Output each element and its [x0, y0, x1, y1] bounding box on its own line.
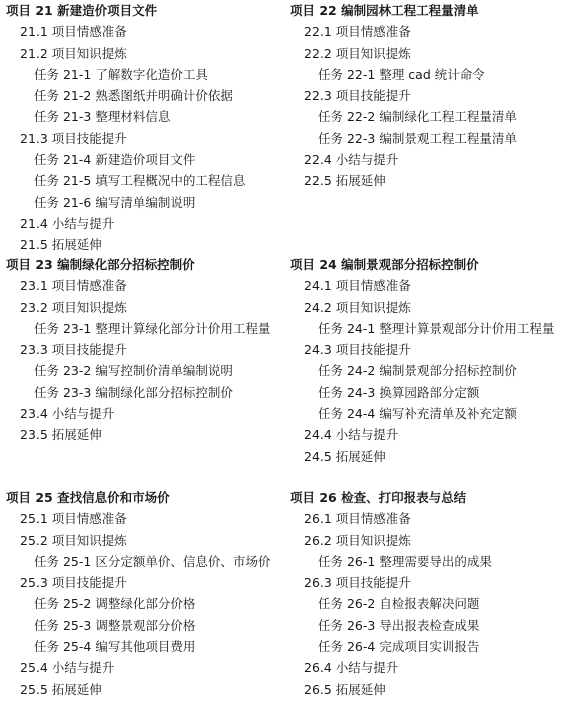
section-entry: 26.1 项目情感准备	[304, 511, 411, 527]
section-entry: 22.4 小结与提升	[304, 152, 399, 168]
task-entry: 任务 25-1 区分定额单价、信息价、市场价	[34, 553, 271, 569]
section-entry: 24.3 项目技能提升	[304, 342, 411, 358]
task-entry: 任务 21-2 熟悉图纸并明确计价依据	[34, 88, 233, 104]
section-entry: 22.2 项目知识提炼	[304, 45, 411, 61]
task-entry: 任务 21-3 整理材料信息	[34, 109, 171, 125]
task-entry: 任务 25-3 调整景观部分价格	[34, 617, 196, 633]
section-entry: 21.1 项目情感准备	[20, 24, 127, 40]
task-entry: 任务 21-6 编写清单编制说明	[34, 194, 196, 210]
section-entry: 24.5 拓展延伸	[304, 448, 386, 464]
section-entry: 22.3 项目技能提升	[304, 88, 411, 104]
project-26-block	[290, 487, 562, 700]
section-entry: 22.1 项目情感准备	[304, 24, 411, 40]
task-entry: 任务 24-4 编写补充清单及补充定额	[318, 406, 517, 422]
section-entry: 21.5 拓展延伸	[20, 237, 102, 253]
section-entry: 25.3 项目技能提升	[20, 575, 127, 591]
task-entry: 任务 23-2 编写控制价清单编制说明	[34, 363, 233, 379]
task-entry: 任务 22-1 整理 cad 统计命令	[318, 66, 485, 82]
section-entry: 25.1 项目情感准备	[20, 511, 127, 527]
task-entry: 任务 25-2 调整绿化部分价格	[34, 596, 196, 612]
section-entry: 26.4 小结与提升	[304, 660, 399, 676]
task-entry: 任务 25-4 编写其他项目费用	[34, 639, 196, 655]
task-entry: 任务 24-2 编制景观部分招标控制价	[318, 363, 517, 379]
section-entry: 25.2 项目知识提炼	[20, 532, 127, 548]
section-entry: 23.1 项目情感准备	[20, 278, 127, 294]
section-entry: 24.2 项目知识提炼	[304, 299, 411, 315]
task-entry: 任务 26-2 自检报表解决问题	[318, 596, 480, 612]
section-entry: 24.4 小结与提升	[304, 427, 399, 443]
task-entry: 任务 23-1 整理计算绿化部分计价用工程量	[34, 320, 271, 336]
section-entry: 23.4 小结与提升	[20, 406, 115, 422]
task-entry: 任务 21-1 了解数字化造价工具	[34, 66, 208, 82]
task-entry: 任务 26-3 导出报表检查成果	[318, 617, 480, 633]
section-entry: 23.5 拓展延伸	[20, 427, 102, 443]
task-entry: 任务 21-4 新建造价项目文件	[34, 152, 196, 168]
project-25-block	[6, 487, 278, 700]
task-entry: 任务 22-2 编制绿化工程工程量清单	[318, 109, 517, 125]
project-title: 项目 26 检查、打印报表与总结	[290, 490, 467, 505]
section-entry: 23.2 项目知识提炼	[20, 299, 127, 315]
section-entry: 21.4 小结与提升	[20, 215, 115, 231]
task-entry: 任务 24-3 换算园路部分定额	[318, 384, 480, 400]
section-entry: 26.3 项目技能提升	[304, 575, 411, 591]
section-entry: 21.3 项目技能提升	[20, 130, 127, 146]
project-title: 项目 23 编制绿化部分招标控制价	[6, 257, 195, 272]
task-entry: 任务 26-1 整理需要导出的成果	[318, 553, 492, 569]
section-entry: 26.2 项目知识提炼	[304, 532, 411, 548]
project-title: 项目 22 编制园林工程工程量清单	[290, 3, 479, 18]
section-entry: 25.4 小结与提升	[20, 660, 115, 676]
section-entry: 21.2 项目知识提炼	[20, 45, 127, 61]
section-entry: 23.3 项目技能提升	[20, 342, 127, 358]
task-entry: 任务 22-3 编制景观工程工程量清单	[318, 130, 517, 146]
project-title: 项目 24 编制景观部分招标控制价	[290, 257, 479, 272]
project-21-block	[6, 0, 278, 256]
project-23-block	[6, 254, 278, 446]
project-24-block	[290, 254, 562, 467]
project-title: 项目 21 新建造价项目文件	[6, 3, 158, 18]
task-entry: 任务 21-5 填写工程概况中的工程信息	[34, 173, 246, 189]
section-entry: 24.1 项目情感准备	[304, 278, 411, 294]
project-22-block	[290, 0, 562, 192]
project-title: 项目 25 查找信息价和市场价	[6, 490, 170, 505]
task-entry: 任务 24-1 整理计算景观部分计价用工程量	[318, 320, 555, 336]
task-entry: 任务 23-3 编制绿化部分招标控制价	[34, 384, 233, 400]
section-entry: 26.5 拓展延伸	[304, 681, 386, 697]
task-entry: 任务 26-4 完成项目实训报告	[318, 639, 480, 655]
section-entry: 25.5 拓展延伸	[20, 681, 102, 697]
section-entry: 22.5 拓展延伸	[304, 173, 386, 189]
